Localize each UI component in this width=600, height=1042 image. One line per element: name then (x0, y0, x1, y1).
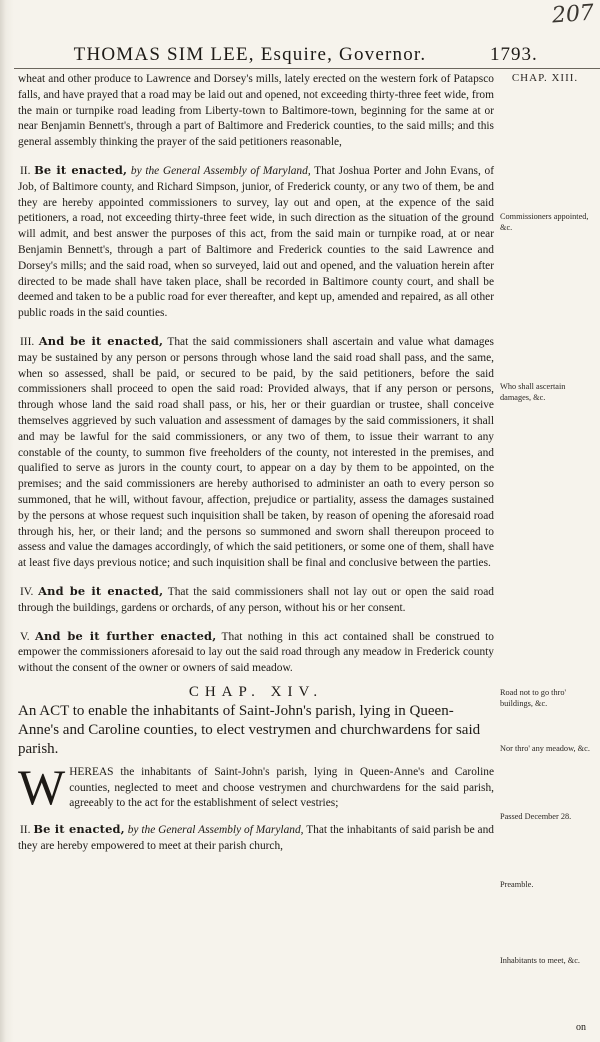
chapter-heading: CHAP. XIV. (188, 683, 324, 700)
margin-note-commissioners: Commissioners appointed, &c. (500, 212, 589, 232)
enacting-clause: Be it enacted, (34, 162, 128, 177)
margin-note-inhabitants: Inhabitants to meet, &c. (500, 956, 580, 965)
section-3 (18, 334, 494, 572)
section-body: That the said commissioners shall not lay out or open the said road through the buildings, gardens or orchards, of any person, without his or her consent. (18, 585, 494, 614)
section-number: III. (20, 335, 35, 348)
body-text (18, 72, 494, 855)
margin-note-preamble: Preamble. (500, 880, 534, 889)
margin-note-buildings: Road not to go thro' buildings, &c. (500, 688, 567, 708)
running-head: THOMAS SIM LEE, Esquire, Governor. (73, 44, 427, 65)
enacting-clause: And be it further enacted, (35, 628, 217, 643)
section-2-chap-14 (18, 822, 494, 855)
drop-cap: W (18, 758, 66, 815)
catchword: on (576, 1022, 586, 1033)
section-number: IV. (20, 585, 34, 598)
enacting-clause: Be it enacted, (33, 822, 125, 837)
margin-note-passed: Passed December 28. (500, 812, 572, 821)
section-2 (18, 163, 494, 322)
act-title: An ACT to enable the inhabitants of Saint-John's parish, lying in Queen-Anne's and Caroline counties, to elect vestrymen and churchwardens for said parish. (18, 702, 481, 757)
section-body: That Joshua Porter and John Evans, of Job, of Baltimore county, and Richard Simpson, junior, of Frederick county, or any two of them, be and they are hereby appointed commissioners to survey, lay out and open, at the expence of the said petitioners, a road, not exceeding thirty-three feet wide, in such direction as the situation of the ground will admit, and best answer the purposes of this act, from the said main or turnpike road, at or near Benjamin Bennett's, through a part of Baltimore and Frederick counties to the said Lawrence and Dorsey's mills; and the said road, when so surveyed, laid out and opened, and the valuation herein after directed to be made shall have taken place, shall be recorded in Baltimore county court, and shall be deemed and taken to be a public road for ever thereafter, and kept up, amended and repaired, as all other public roads in the said counties. (18, 164, 494, 320)
section-number: II. (20, 164, 31, 177)
section-number: V. (20, 630, 30, 643)
section-body: That the inhabitants of said parish be and they are hereby empowered to meet at their parish church, (18, 824, 494, 853)
assembly-clause: by the General Assembly of Maryland, (127, 824, 304, 837)
header-rule (14, 68, 600, 69)
enacting-clause: And be it enacted, (38, 583, 164, 598)
assembly-clause: by the General Assembly of Maryland, (130, 164, 311, 177)
margin-chapter: CHAP. XIII. (511, 72, 579, 84)
page-year: 1793. (490, 44, 538, 65)
intro-paragraph: wheat and other produce to Lawrence and Dorsey's mills, lately erected on the western fork of Patapsco falls, and have prayed that a road may be laid out and opened, not exceeding thirty-three feet wide, from the main or turnpike road leading from Liberty-town to Baltimore-town, beginning for the same at or near Benjamin Bennett's, through a part of Baltimore and Frederick counties, to the said mills; and this general assembly thinking the prayer of the said petitioners reasonable, (18, 73, 494, 149)
section-number: II. (20, 824, 31, 837)
section-body: That the said commissioners shall ascertain and value what damages may be sustained by any person or persons through whose land the said road shall pass, and the same, when so assessed, shall be paid, or secured to be paid, by the said petitioners, before the said commissioners shall proceed to open the said road: Provided always, that if any person or persons, through whose land the said road shall pass, or his, her or their guardian or trustee, shall conceive themselves aggrieved by such valuation and assessment of damages by the said commissioners, it shall and may be lawful for the said commissioners, or any two of them, to issue their warrant to any constable of the county, to summon five freeholders of the county, not interested in the premises, and qualified to serve as jurors in the county court, to appear on a day by them to be appointed, on the premises; and the said commissioners are hereby authorised to administer an oath to every person so summoned, that he will, without favour, affection, prejudice or partiality, assess the damages sustained by the persons at whose request such inquisition shall be taken, by reason of opening the aforesaid road through his, her, or their land; and the persons so summoned and sworn shall thereupon proceed to assess and value the damages accordingly, of which the said petitioners, or some one of them, shall have at least five days previous notice; and such inquisition shall be final and conclusive between the parties. (18, 335, 494, 570)
enacting-clause: And be it enacted, (38, 333, 164, 348)
section-5 (18, 629, 494, 677)
section-body: That nothing in this act contained shall be construed to empower the commissioners aforesaid to lay out the said road through any meadow in Frederick county without the consent of the owner or owners of said meadow. (18, 630, 494, 675)
folio-number: 207 (551, 0, 595, 29)
section-4 (18, 584, 494, 617)
margin-note-damages: Who shall ascertain damages, &c. (500, 382, 566, 402)
preamble-text: HEREAS the inhabitants of Saint-John's parish, lying in Queen-Anne's and Caroline counties, neglected to meet and choose vestrymen and churchwardens for the said parish, agreeably to the act for the establishment of select vestries; (69, 765, 494, 810)
margin-note-meadow: Nor thro' any meadow, &c. (500, 744, 590, 753)
preamble-paragraph (18, 758, 494, 815)
